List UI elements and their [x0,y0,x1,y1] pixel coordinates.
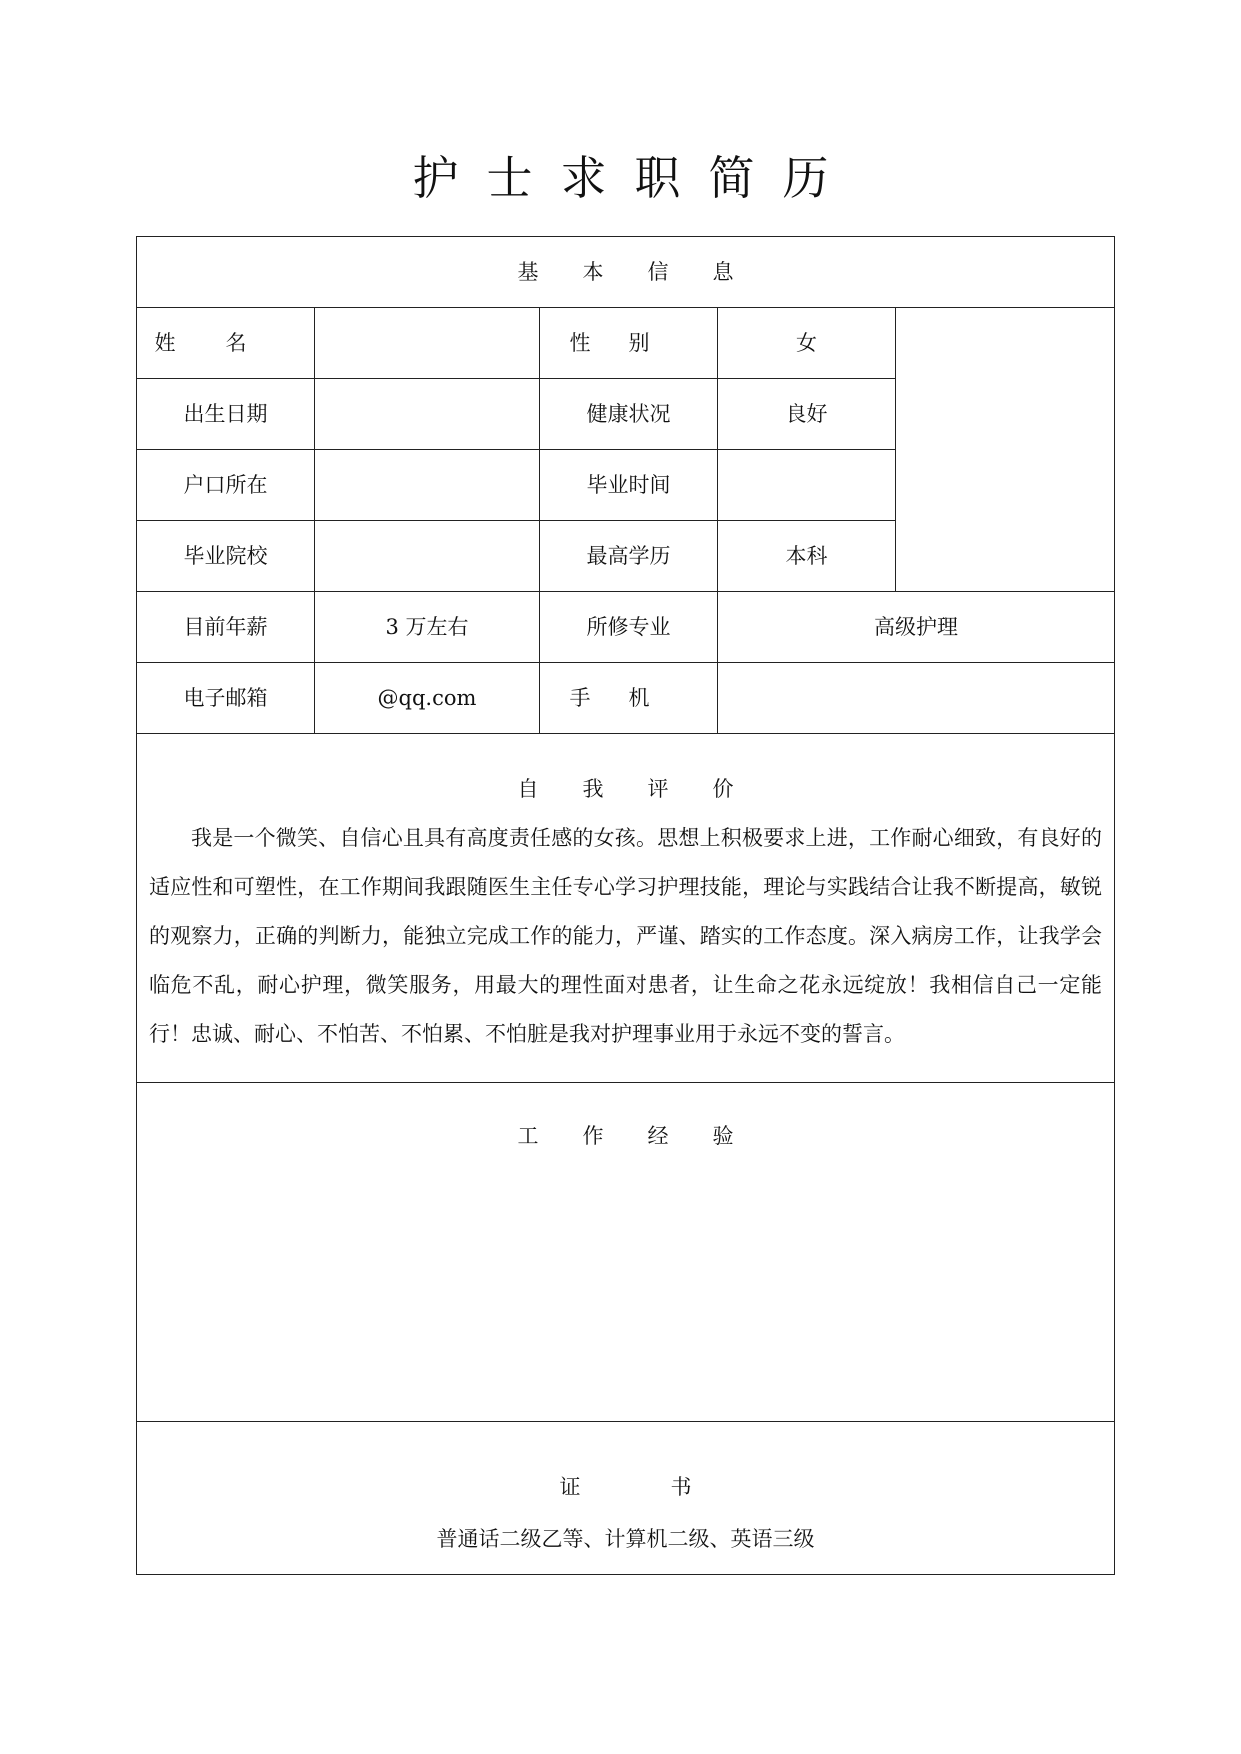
basic-info-header [137,237,1115,308]
email-label: 电子邮箱 [137,663,315,734]
school-label: 毕业院校 [137,521,315,592]
photo-cell[interactable] [896,308,1115,592]
hukou-label: 户口所在 [137,450,315,521]
certificates-section [137,1422,1115,1575]
health-label: 健康状况 [540,379,718,450]
page-title: 护士求职简历 [412,151,857,205]
work-experience-heading: 工作经验 [517,1124,778,1148]
email-value[interactable]: @qq.com [315,663,540,734]
education-label: 最高学历 [540,521,718,592]
salary-value[interactable]: 3 万左右 [315,592,540,663]
school-value[interactable] [315,521,540,592]
basic-info-heading: 基本信息 [517,260,778,284]
education-value[interactable]: 本科 [718,521,896,592]
name-label: 姓名 [137,308,315,379]
self-evaluation-section [137,734,1115,1083]
self-evaluation-text[interactable]: 我是一个微笑、自信心且具有高度责任感的女孩。思想上积极要求上进，工作耐心细致，有良好的适应性和可塑性，在工作期间我跟随医生主任专心学习护理技能，理论与实践结合让我不断提高，敏锐的观察力，正确的判断力，能独立完成工作的能力，严谨、踏实的工作态度。深入病房工作，让我学会临危不乱，耐心护理，微笑服务，用最大的理性面对患者，让生命之花永远绽放！我相信自己一定能行！忠诚、耐心、不怕苦、不怕累、不怕脏是我对护理事业用于永远不变的誓言。 [149,826,1102,1046]
name-value[interactable] [315,308,540,379]
major-label: 所修专业 [540,592,718,663]
certificates-text[interactable]: 普通话二级乙等、计算机二级、英语三级 [436,1527,815,1551]
birth-value[interactable] [315,379,540,450]
gender-value[interactable]: 女 [718,308,896,379]
hukou-value[interactable] [315,450,540,521]
health-value[interactable]: 良好 [718,379,896,450]
self-evaluation-heading: 自我评价 [517,777,778,801]
grad-time-value[interactable] [718,450,896,521]
phone-value[interactable] [718,663,1115,734]
resume-table [136,236,1115,1575]
phone-label: 手机 [540,663,718,734]
gender-label: 性别 [540,308,718,379]
major-value[interactable]: 高级护理 [718,592,1115,663]
birth-label: 出生日期 [137,379,315,450]
work-experience-section [137,1083,1115,1422]
salary-label: 目前年薪 [137,592,315,663]
grad-time-label: 毕业时间 [540,450,718,521]
certificates-heading: 证书 [559,1475,782,1499]
